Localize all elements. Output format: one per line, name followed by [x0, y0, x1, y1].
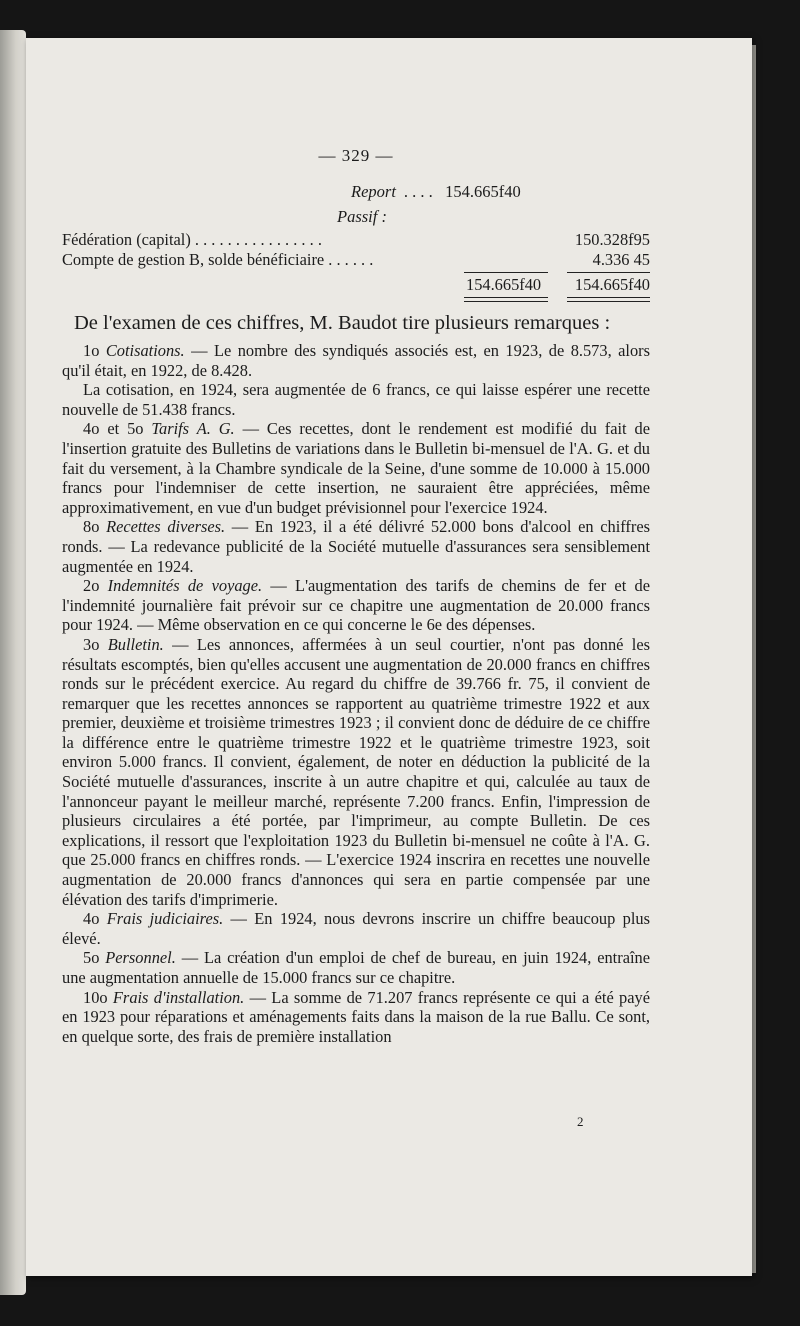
paragraph: 8o Recettes diverses. — En 1923, il a été délivré 52.000 bons d'alcool en chiffres ronds. — La redevance publicité de la Société mutuelle d'assurances sera sensiblement augmentée en 1924. [62, 517, 650, 576]
paragraph: 3o Bulletin. — Les annonces, affermées à un seul courtier, n'ont pas donné les résultats escomptés, bien qu'elles accusent une augmentation de 20.000 francs en chiffres ronds sur le précédent exercice. Au regard du chiffre de 39.766 fr. 75, il convient de remarquer que les recettes annonces se rapportent au quatrième trimestre 1922 et aux premier, deuxième et troisième trimestres 1923 ; il convient donc de déduire de ce chiffre la différence entre le quatrième trimestre 1922 et le quatrième trimestre 1923, soit environ 5.000 francs. Il convient, également, de noter en déduction la publicité de la Société mutuelle d'assurances, inscrite à un autre chapitre et qui, calculée au taux de l'annonceur payant le meilleur marché, représente 7.200 francs. Enfin, l'impression de plusieurs circulaires a été portée, par l'imprimeur, au compte Bulletin. De ces explications, il ressort que l'exploitation 1923 du Bulletin bi-mensuel ne coûte à l'A. G. que 25.000 francs en chiffres ronds. — L'exercice 1924 inscrira en recettes une nouvelle augmentation de 20.000 francs d'annonces qui sera en partie compensée par une élévation des tarifs d'imprimerie. [62, 634, 651, 909]
paragraph: 2o Indemnités de voyage. — L'augmentation des tarifs de chemins de fer et de l'indemnité journalière fait prévoir sur ce chapitre une augmentation de 20.000 francs pour 1924. — Même observation en ce qui concerne le 6e des dépenses. [62, 576, 651, 635]
report-line [351, 182, 521, 202]
facing-page-edge [0, 30, 26, 1295]
report-dots: . . . . [403, 182, 433, 201]
paragraph: 10o Frais d'installation. — La somme de 71.207 francs représente ce qui a été payé en 1923 pour réparations et aménagements faits dans la maison de la rue Ballu. Ce sont, en quelque sorte, des frais de première installation [62, 987, 650, 1046]
ledger-row-value: 150.328f95 [574, 230, 650, 249]
subtotal-rule-right [567, 272, 650, 273]
paragraph: 5o Personnel. — La création d'un emploi de chef de bureau, en juin 1924, entraîne une augmentation annuelle de 15.000 francs sur ce chapitre. [62, 948, 650, 987]
total-left: 154.665f40 [466, 275, 542, 294]
subtotal-rule-left [464, 272, 548, 273]
ledger-row-value: 4.336 45 [592, 250, 650, 269]
report-label: Report [351, 182, 396, 201]
total-double-rule-right [567, 297, 650, 302]
paragraph: 1o Cotisations. — Le nombre des syndiqués associés est, en 1923, de 8.573, alors qu'il était, en 1922, de 8.428. [62, 341, 650, 380]
remarks-body [62, 341, 650, 1046]
total-double-rule-left [464, 297, 548, 302]
document-page [26, 38, 752, 1276]
paragraph: 4o et 5o Tarifs A. G. — Ces recettes, dont le rendement est modifié du fait de l'insertion gratuite des Bulletins de variations dans le Bulletin bi-mensuel de l'A. G. et du fait du versement, à la Chambre syndicale de la Seine, d'une somme de 10.000 à 15.000 francs pour l'indemniser de cette insertion, ne sauraient être appréciées, même approximativement, en vue d'un budget prévisionnel pour l'exercice 1924. [62, 419, 650, 517]
total-right: 154.665f40 [574, 275, 650, 294]
signature-mark: 2 [577, 1114, 584, 1129]
page-number: — 329 — [318, 146, 394, 165]
report-value: 154.665f40 [445, 182, 521, 201]
ledger-row-label: Fédération (capital) . . . . . . . . . . . . . . . . [62, 230, 322, 249]
intro-sentence: De l'examen de ces chiffres, M. Baudot tire plusieurs remarques : [74, 312, 611, 334]
ledger-row-label: Compte de gestion B, solde bénéficiaire . . . . . . [62, 250, 374, 269]
paragraph: 4o Frais judiciaires. — En 1924, nous devrons inscrire un chiffre beaucoup plus élevé. [62, 909, 650, 948]
paragraph: La cotisation, en 1924, sera augmentée de 6 francs, ce qui laisse espérer une recette nouvelle de 51.438 francs. [62, 380, 650, 419]
passif-heading: Passif : [337, 207, 387, 226]
